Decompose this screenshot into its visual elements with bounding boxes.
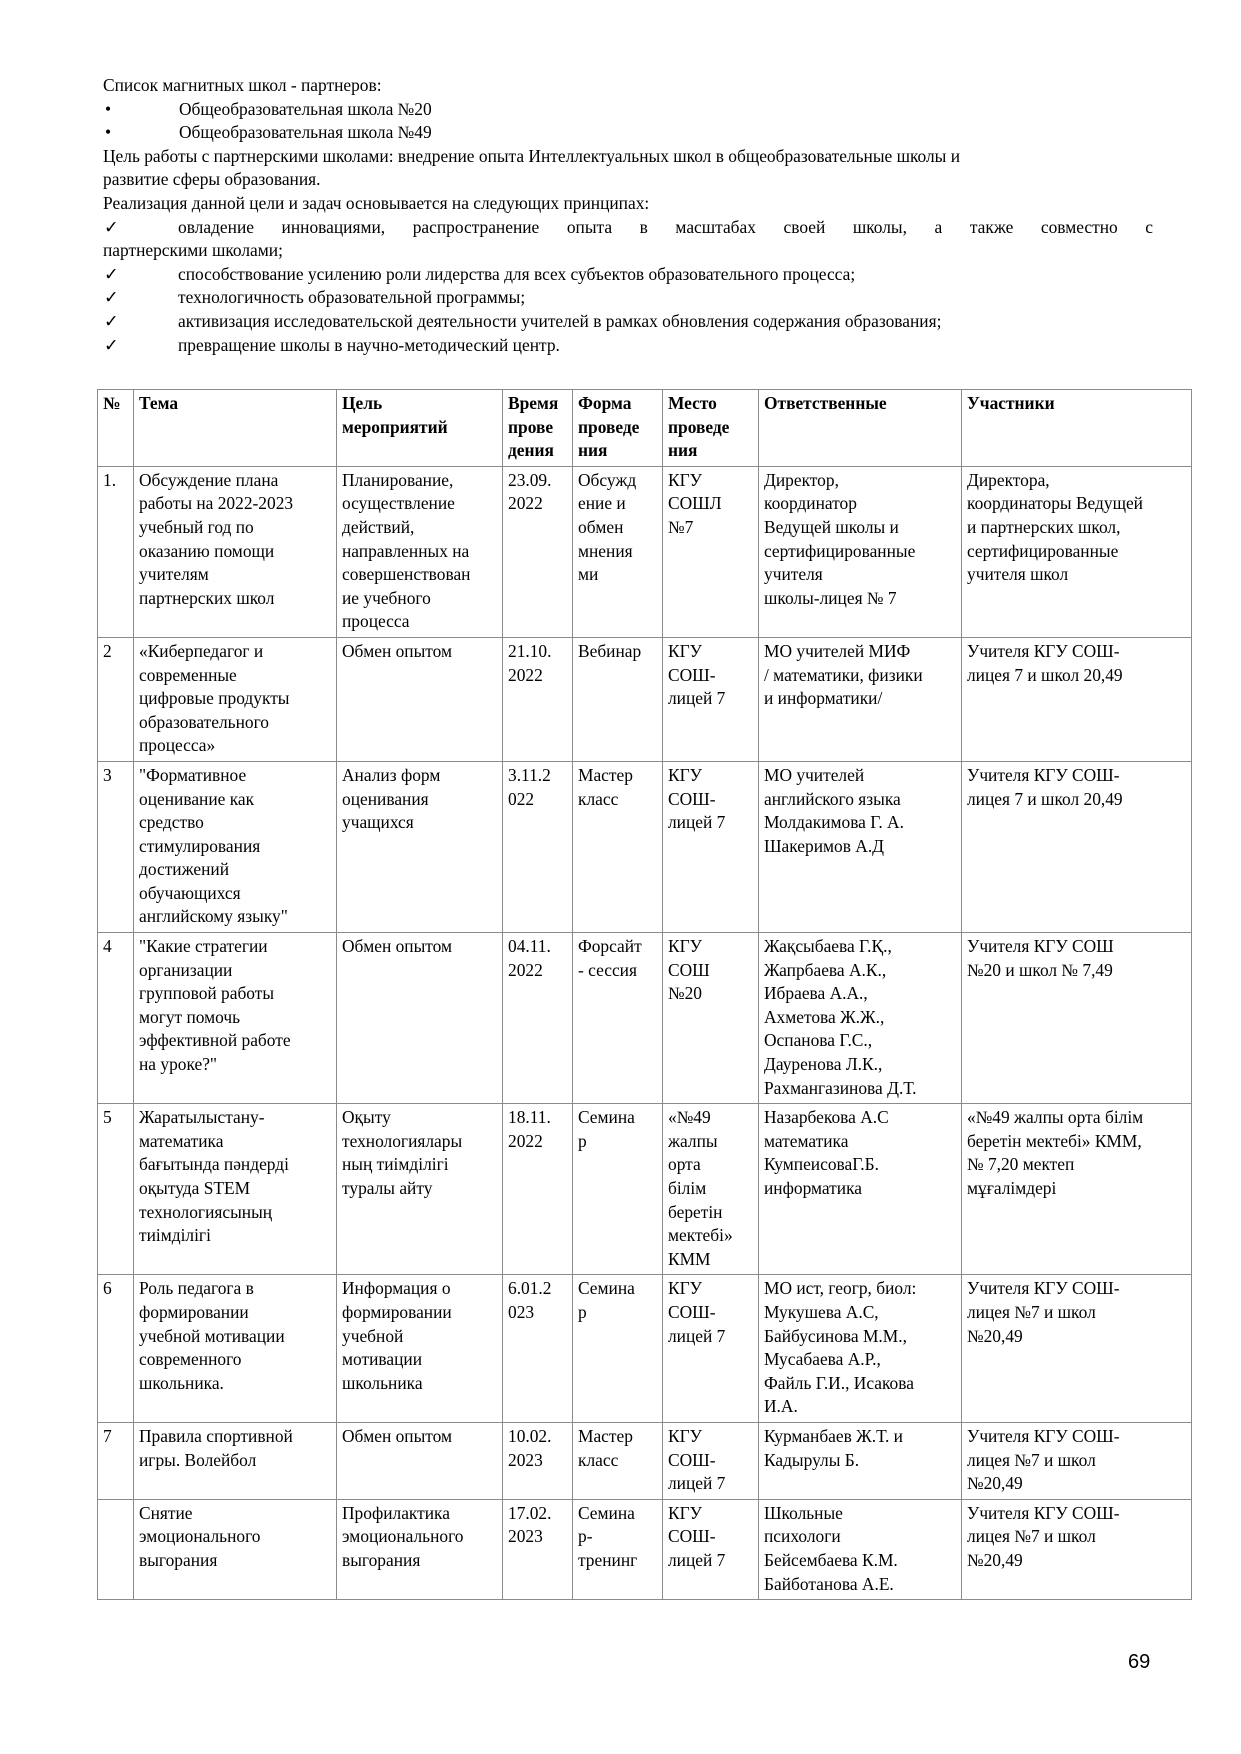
header-col-topic: Тема <box>134 390 337 467</box>
cell-col-participants: Учителя КГУ СОШ №20 и школ № 7,49 <box>962 933 1192 1104</box>
cell-col-place: КГУ СОШ №20 <box>663 933 759 1104</box>
bullet-icon: • <box>105 98 112 119</box>
cell-col-place: КГУ СОШ- лицей 7 <box>663 1275 759 1423</box>
cell-col-topic: "Формативное оценивание как средство стимулирования достижений обучающихся английскому языку" <box>134 761 337 932</box>
cell-col-place: «№49 жалпы орта білім беретін мектебі» КММ <box>663 1104 759 1275</box>
principle-item <box>103 216 1153 240</box>
cell-col-participants: Учителя КГУ СОШ- лицея 7 и школ 20,49 <box>962 761 1192 932</box>
checkmark-icon: ✓ <box>104 287 119 308</box>
cell-col-goal: Оқыту технологиялары ның тиімділігі туралы айту <box>337 1104 503 1275</box>
checkmark-icon: ✓ <box>104 216 119 237</box>
principle-text: превращение школы в научно-методический центр. <box>178 334 560 355</box>
cell-col-number: 3 <box>98 761 134 932</box>
cell-col-number: 5 <box>98 1104 134 1275</box>
cell-col-date: 3.11.2 022 <box>503 761 573 932</box>
goal-line: развитие сферы образования. <box>103 169 321 190</box>
cell-col-number: 6 <box>98 1275 134 1423</box>
cell-col-date: 10.02. 2023 <box>503 1422 573 1499</box>
header-col-place: Место проведе ния <box>663 390 759 467</box>
cell-col-participants: Учителя КГУ СОШ- лицея №7 и школ №20,49 <box>962 1499 1192 1599</box>
cell-col-date: 04.11. 2022 <box>503 933 573 1104</box>
cell-col-topic: Обсуждение плана работы на 2022-2023 учебный год по оказанию помощи учителям партнерских школ <box>134 466 337 637</box>
cell-col-place: КГУ СОШ- лицей 7 <box>663 1422 759 1499</box>
cell-col-date: 18.11. 2022 <box>503 1104 573 1275</box>
cell-col-participants: Учителя КГУ СОШ- лицея №7 и школ №20,49 <box>962 1275 1192 1423</box>
cell-col-participants: Директора, координаторы Ведущей и партнерских школ, сертифицированные учителя школ <box>962 466 1192 637</box>
partner-school: Общеобразовательная школа №49 <box>179 122 432 143</box>
cell-col-topic: Правила спортивной игры. Волейбол <box>134 1422 337 1499</box>
principle-text: овладение инновациями, распространение опыта в масштабах своей школы, а также совместно с <box>178 216 1153 237</box>
partners-title: Список магнитных школ - партнеров: <box>103 75 382 95</box>
principle-item <box>103 310 1153 334</box>
cell-col-goal: Профилактика эмоционального выгорания <box>337 1499 503 1599</box>
events-table <box>97 389 1192 1600</box>
table-row <box>98 761 1192 932</box>
cell-col-format: Семина р <box>573 1104 663 1275</box>
cell-col-goal: Планирование, осуществление действий, направленных на совершенствован ие учебного процесса <box>337 466 503 637</box>
cell-col-format: Семина р- тренинг <box>573 1499 663 1599</box>
principle-text: технологичность образовательной программы; <box>178 287 526 308</box>
checkmark-icon: ✓ <box>104 334 119 355</box>
page-number: 69 <box>1128 1651 1151 1673</box>
cell-col-responsible: Назарбекова А.С математика КумпеисоваГ.Б. информатика <box>759 1104 962 1275</box>
partner-school: Общеобразовательная школа №20 <box>179 98 432 119</box>
checkmark-icon: ✓ <box>104 263 119 284</box>
header-row <box>98 390 1192 467</box>
header-col-format: Форма проведе ния <box>573 390 663 467</box>
cell-col-date: 6.01.2 023 <box>503 1275 573 1423</box>
header-col-goal: Цель мероприятий <box>337 390 503 467</box>
table-row <box>98 1275 1192 1423</box>
cell-col-responsible: Директор, координатор Ведущей школы и сертифицированные учителя школы-лицея № 7 <box>759 466 962 637</box>
header-col-responsible: Ответственные <box>759 390 962 467</box>
cell-col-number <box>98 1499 134 1599</box>
principle-item <box>103 286 1153 310</box>
cell-col-place: КГУ СОШ- лицей 7 <box>663 761 759 932</box>
cell-col-format: Форсайт - сессия <box>573 933 663 1104</box>
goal-line: Цель работы с партнерскими школами: внедрение опыта Интеллектуальных школ в общеобразовательные школы и <box>103 145 961 166</box>
cell-col-participants: Учителя КГУ СОШ- лицея 7 и школ 20,49 <box>962 637 1192 761</box>
cell-col-topic: Роль педагога в формировании учебной мотивации современного школьника. <box>134 1275 337 1423</box>
cell-col-place: КГУ СОШ- лицей 7 <box>663 637 759 761</box>
table-body <box>98 466 1192 1599</box>
header-col-participants: Участники <box>962 390 1192 467</box>
table-row <box>98 637 1192 761</box>
cell-col-topic: «Киберпедагог и современные цифровые продукты образовательного процесса» <box>134 637 337 761</box>
principle-text-continued: партнерскими школами; <box>103 240 283 261</box>
checkmark-icon: ✓ <box>104 310 119 331</box>
cell-col-date: 23.09. 2022 <box>503 466 573 637</box>
table-row <box>98 1499 1192 1599</box>
cell-col-date: 21.10. 2022 <box>503 637 573 761</box>
cell-col-responsible: МО учителей МИФ / математики, физики и информатики/ <box>759 637 962 761</box>
cell-col-topic: Жаратылыстану- математика бағытында пәндерді оқытуда STEM технологиясының тиімділігі <box>134 1104 337 1275</box>
cell-col-responsible: Жақсыбаева Г.Қ., Жапрбаева А.К., Ибраева А.А., Ахметова Ж.Ж., Оспанова Г.С., Дауренова Л.К., Рахмангазинова Д.Т. <box>759 933 962 1104</box>
principles-intro: Реализация данной цели и задач основывается на следующих принципах: <box>103 192 650 213</box>
cell-col-format: Мастер класс <box>573 761 663 932</box>
cell-col-responsible: МО ист, геогр, биол: Мукушева А.С, Байбусинова М.М., Мусабаева А.Р., Файль Г.И., Исакова И.А. <box>759 1275 962 1423</box>
header-col-date: Время прове дения <box>503 390 573 467</box>
table-row <box>98 466 1192 637</box>
cell-col-topic: "Какие стратегии организации групповой работы могут помочь эффективной работе на уроке?" <box>134 933 337 1104</box>
principle-item <box>103 263 1153 287</box>
cell-col-format: Обсужд ение и обмен мнения ми <box>573 466 663 637</box>
cell-col-goal: Обмен опытом <box>337 933 503 1104</box>
cell-col-participants: «№49 жалпы орта білім беретін мектебі» КММ, № 7,20 мектеп мұғалімдері <box>962 1104 1192 1275</box>
cell-col-responsible: МО учителей английского языка Молдакимова Г. А. Шакеримов А.Д <box>759 761 962 932</box>
cell-col-place: КГУ СОШ- лицей 7 <box>663 1499 759 1599</box>
cell-col-goal: Информация о формировании учебной мотивации школьника <box>337 1275 503 1423</box>
cell-col-number: 2 <box>98 637 134 761</box>
cell-col-responsible: Школьные психологи Бейсембаева К.М. Байботанова А.Е. <box>759 1499 962 1599</box>
cell-col-goal: Обмен опытом <box>337 637 503 761</box>
cell-col-number: 1. <box>98 466 134 637</box>
table-row <box>98 933 1192 1104</box>
cell-col-place: КГУ СОШЛ №7 <box>663 466 759 637</box>
cell-col-date: 17.02. 2023 <box>503 1499 573 1599</box>
partner-list-item <box>103 121 1153 145</box>
partner-list-item <box>103 98 1153 122</box>
cell-col-participants: Учителя КГУ СОШ- лицея №7 и школ №20,49 <box>962 1422 1192 1499</box>
cell-col-goal: Обмен опытом <box>337 1422 503 1499</box>
table-header <box>98 390 1192 467</box>
principle-text: способствование усилению роли лидерства для всех субъектов образовательного процесса; <box>178 263 856 284</box>
principle-text: активизация исследовательской деятельности учителей в рамках обновления содержания образования; <box>178 310 942 331</box>
cell-col-format: Семина р <box>573 1275 663 1423</box>
cell-col-format: Вебинар <box>573 637 663 761</box>
table-row <box>98 1104 1192 1275</box>
cell-col-goal: Анализ форм оценивания учащихся <box>337 761 503 932</box>
table-row <box>98 1422 1192 1499</box>
principle-item <box>103 334 1153 358</box>
bullet-icon: • <box>105 122 112 143</box>
cell-col-number: 4 <box>98 933 134 1104</box>
cell-col-responsible: Курманбаев Ж.Т. и Кадырулы Б. <box>759 1422 962 1499</box>
cell-col-topic: Снятие эмоционального выгорания <box>134 1499 337 1599</box>
cell-col-format: Мастер класс <box>573 1422 663 1499</box>
header-col-number: № <box>98 390 134 467</box>
cell-col-number: 7 <box>98 1422 134 1499</box>
intro-text <box>103 74 1153 357</box>
